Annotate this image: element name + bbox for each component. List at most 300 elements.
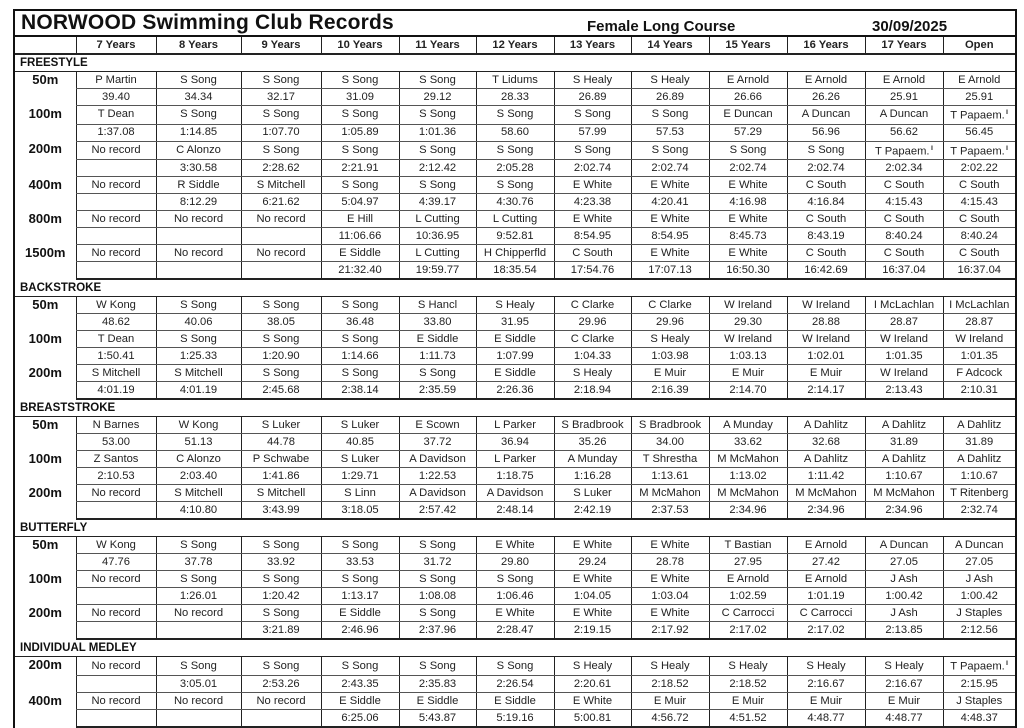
column-header: 10 Years — [321, 37, 399, 54]
holder-name: S Song — [262, 572, 300, 585]
record-time: 48.62 — [76, 314, 156, 331]
record-holder — [631, 106, 709, 125]
record-time: 1:03.04 — [631, 588, 709, 605]
holder-name: A Duncan — [879, 538, 929, 551]
record-time: 2:45.68 — [241, 382, 321, 400]
record-time — [76, 676, 156, 693]
holder-name: J Ash — [890, 606, 918, 619]
holder-name: E Muir — [731, 694, 765, 707]
record-time: 2:46.96 — [321, 622, 399, 640]
record-holder — [399, 141, 476, 160]
holder-name: S Song — [341, 572, 379, 585]
record-time: 53.00 — [76, 434, 156, 451]
record-holder — [156, 537, 241, 554]
record-time: 3:21.89 — [241, 622, 321, 640]
holder-name: S Healy — [806, 659, 846, 672]
event-time-row — [15, 588, 1015, 605]
record-holder — [76, 106, 156, 125]
record-time: 29.80 — [476, 554, 554, 571]
holder-name: E White — [650, 572, 690, 585]
record-holder — [399, 417, 476, 434]
record-holder — [321, 365, 399, 382]
record-holder — [321, 537, 399, 554]
record-time: 2:26.54 — [476, 676, 554, 693]
holder-name: A Davidson — [409, 452, 466, 465]
records-date: 30/09/2025 — [872, 18, 948, 35]
holder-name: S Linn — [344, 486, 376, 499]
holder-name: W Ireland — [955, 332, 1004, 345]
record-holder — [865, 605, 943, 622]
holder-name: M McMahon — [873, 486, 935, 499]
record-holder — [321, 485, 399, 502]
record-time: 29.12 — [399, 89, 476, 106]
holder-name: E Siddle — [339, 606, 381, 619]
record-holder — [476, 297, 554, 314]
event-holder-row — [15, 297, 1015, 314]
holder-name: S Song — [262, 144, 300, 157]
record-time — [76, 622, 156, 640]
record-time: 1:50.41 — [76, 348, 156, 365]
record-holder — [476, 106, 554, 125]
holder-name: S Song — [729, 144, 767, 157]
record-time: 1:03.13 — [709, 348, 787, 365]
record-holder — [865, 211, 943, 228]
holder-name: E Siddle — [494, 366, 536, 379]
holder-name: S Song — [496, 659, 534, 672]
record-holder — [709, 485, 787, 502]
record-holder — [76, 177, 156, 194]
record-time: 8:45.73 — [709, 228, 787, 245]
record-time: 27.05 — [943, 554, 1015, 571]
event-time-row — [15, 468, 1015, 485]
event-time-row — [15, 502, 1015, 520]
event-holder-row — [15, 245, 1015, 262]
holder-name: S Song — [419, 366, 456, 379]
column-header: 11 Years — [399, 37, 476, 54]
holder-name: J Staples — [956, 606, 1003, 619]
holder-name: E White — [650, 178, 690, 191]
record-holder — [631, 537, 709, 554]
record-time: 1:05.89 — [321, 124, 399, 141]
record-time: 27.42 — [787, 554, 865, 571]
record-time: 1:00.42 — [943, 588, 1015, 605]
record-time: 1:10.67 — [865, 468, 943, 485]
record-holder — [476, 245, 554, 262]
record-holder — [554, 365, 631, 382]
record-time: 1:04.33 — [554, 348, 631, 365]
event-time-row — [15, 314, 1015, 331]
holder-name: T Lidums — [492, 73, 538, 86]
record-time: 29.24 — [554, 554, 631, 571]
event-distance: 100m — [28, 570, 62, 586]
holder-name: S Song — [341, 538, 379, 551]
column-header: 14 Years — [631, 37, 709, 54]
record-time: 26.66 — [709, 89, 787, 106]
holder-name: L Cutting — [415, 246, 460, 259]
section-title: BREASTSTROKE — [15, 399, 1015, 417]
holder-name: No record — [91, 694, 141, 707]
record-holder — [709, 106, 787, 125]
record-holder — [865, 485, 943, 502]
record-holder — [399, 693, 476, 710]
holder-name: W Ireland — [802, 332, 850, 345]
event-holder-row — [15, 571, 1015, 588]
holder-name: S Song — [180, 538, 217, 551]
holder-name: S Song — [496, 144, 534, 157]
record-time: 18:35.54 — [476, 262, 554, 280]
record-time: 51.13 — [156, 434, 241, 451]
record-time: 11:06.66 — [321, 228, 399, 245]
holder-name: M McMahon — [639, 486, 701, 499]
record-holder — [554, 657, 631, 676]
holder-name: No record — [173, 606, 224, 619]
holder-name: F Adcock — [956, 366, 1003, 379]
record-holder — [241, 417, 321, 434]
record-holder — [631, 245, 709, 262]
record-holder — [476, 141, 554, 160]
record-time: 6:25.06 — [321, 710, 399, 728]
record-time: 1:03.98 — [631, 348, 709, 365]
record-time — [156, 710, 241, 728]
record-holder — [399, 211, 476, 228]
holder-name: E White — [650, 538, 690, 551]
record-holder — [399, 72, 476, 89]
record-holder — [554, 605, 631, 622]
record-time: 2:12.42 — [399, 160, 476, 177]
record-holder — [76, 605, 156, 622]
event-holder-row — [15, 211, 1015, 228]
holder-name: C South — [883, 212, 925, 225]
record-time: 3:05.01 — [156, 676, 241, 693]
holder-name: T Papaem. — [950, 145, 1005, 158]
record-time: 27.05 — [865, 554, 943, 571]
record-time: 4:51.52 — [709, 710, 787, 728]
record-time: 4:10.80 — [156, 502, 241, 520]
record-holder — [865, 106, 943, 125]
record-time: 1:25.33 — [156, 348, 241, 365]
record-time: 1:00.42 — [865, 588, 943, 605]
record-time: 2:28.62 — [241, 160, 321, 177]
record-holder — [554, 571, 631, 588]
record-time: 2:16.67 — [865, 676, 943, 693]
holder-name: E Muir — [809, 694, 843, 707]
record-time: 1:01.35 — [865, 348, 943, 365]
record-time: 36.94 — [476, 434, 554, 451]
holder-name: S Song — [341, 298, 379, 311]
record-time: 5:19.16 — [476, 710, 554, 728]
record-holder — [631, 297, 709, 314]
holder-name: C South — [883, 178, 925, 191]
record-holder — [399, 451, 476, 468]
record-holder — [241, 365, 321, 382]
record-holder — [321, 297, 399, 314]
holder-name: E White — [728, 212, 768, 225]
record-holder — [76, 365, 156, 382]
record-time: 1:13.61 — [631, 468, 709, 485]
event-holder-row — [15, 141, 1015, 160]
record-time — [156, 622, 241, 640]
holder-name: C South — [572, 246, 613, 259]
record-holder — [709, 72, 787, 89]
holder-name: S Song — [496, 572, 534, 585]
event-distance: 50m — [32, 417, 59, 433]
record-holder — [476, 211, 554, 228]
holder-name: S Song — [262, 538, 300, 551]
holder-name: A Duncan — [801, 108, 851, 121]
record-holder — [156, 331, 241, 348]
holder-name: S Hancl — [417, 298, 458, 311]
holder-name: No record — [256, 694, 306, 707]
record-time: 1:04.05 — [554, 588, 631, 605]
record-holder — [156, 106, 241, 125]
record-time: 1:13.17 — [321, 588, 399, 605]
record-time: 2:34.96 — [787, 502, 865, 520]
record-holder — [631, 451, 709, 468]
record-holder — [709, 417, 787, 434]
record-holder — [156, 693, 241, 710]
record-time: 2:13.85 — [865, 622, 943, 640]
record-time: 33.92 — [241, 554, 321, 571]
record-holder — [156, 605, 241, 622]
holder-name: S Song — [262, 73, 300, 86]
holder-name: S Bradbrook — [638, 418, 702, 431]
records-body — [15, 37, 1015, 727]
record-holder — [787, 571, 865, 588]
record-time: 26.89 — [631, 89, 709, 106]
record-time: 37.72 — [399, 434, 476, 451]
record-holder — [943, 485, 1015, 502]
holder-name: S Song — [180, 572, 217, 585]
record-holder — [399, 571, 476, 588]
record-time: 1:14.66 — [321, 348, 399, 365]
holder-name: E Muir — [653, 694, 687, 707]
record-time: 44.78 — [241, 434, 321, 451]
holder-name: No record — [256, 246, 306, 259]
record-holder — [787, 297, 865, 314]
record-holder — [631, 693, 709, 710]
holder-name: S Song — [574, 108, 611, 121]
record-holder — [399, 605, 476, 622]
holder-name: S Song — [496, 108, 534, 121]
event-distance: 50m — [32, 297, 59, 313]
record-holder — [943, 211, 1015, 228]
holder-name: No record — [256, 212, 306, 225]
holder-name: E Arnold — [804, 572, 848, 585]
record-holder — [787, 245, 865, 262]
record-time: 26.89 — [554, 89, 631, 106]
record-holder — [631, 417, 709, 434]
record-holder — [241, 245, 321, 262]
event-distance: 1500m — [25, 244, 66, 260]
holder-name: E Scown — [415, 418, 460, 431]
record-holder — [943, 331, 1015, 348]
record-holder — [554, 485, 631, 502]
section-header-row — [15, 279, 1015, 297]
holder-name: E White — [650, 606, 690, 619]
record-holder — [943, 417, 1015, 434]
record-time: 2:35.83 — [399, 676, 476, 693]
holder-name: E Siddle — [339, 246, 381, 259]
record-time: 29.96 — [554, 314, 631, 331]
holder-name: S Song — [180, 332, 217, 345]
section-header-row — [15, 639, 1015, 657]
event-distance: 200m — [28, 484, 62, 500]
holder-name: E Muir — [809, 366, 843, 379]
record-holder — [156, 211, 241, 228]
holder-name: E White — [728, 178, 768, 191]
record-holder — [787, 417, 865, 434]
event-time-row — [15, 160, 1015, 177]
holder-name: S Song — [419, 108, 456, 121]
record-time: 1:22.53 — [399, 468, 476, 485]
record-time: 2:03.40 — [156, 468, 241, 485]
record-holder — [631, 211, 709, 228]
record-time: 2:17.02 — [787, 622, 865, 640]
holder-name: S Mitchell — [174, 486, 223, 499]
holder-name: S Song — [419, 178, 456, 191]
record-holder — [156, 571, 241, 588]
record-time: 29.96 — [631, 314, 709, 331]
record-time: 4:15.43 — [865, 194, 943, 211]
record-time: 2:35.59 — [399, 382, 476, 400]
record-time: 2:18.94 — [554, 382, 631, 400]
record-time: 5:04.97 — [321, 194, 399, 211]
section-header-row — [15, 399, 1015, 417]
record-time: 2:20.61 — [554, 676, 631, 693]
record-holder — [554, 537, 631, 554]
record-holder — [631, 571, 709, 588]
column-header-row — [15, 37, 1015, 54]
record-holder — [321, 72, 399, 89]
holder-name: W Kong — [96, 538, 136, 551]
holder-name: S Song — [262, 659, 300, 672]
column-header: 16 Years — [787, 37, 865, 54]
record-holder — [399, 331, 476, 348]
record-time: 26.26 — [787, 89, 865, 106]
record-holder — [631, 141, 709, 160]
record-time: 2:37.96 — [399, 622, 476, 640]
record-holder — [156, 141, 241, 160]
record-time — [76, 228, 156, 245]
event-distance: 50m — [32, 537, 59, 553]
holder-name: S Song — [419, 144, 456, 157]
record-time: 57.53 — [631, 124, 709, 141]
record-time: 6:21.62 — [241, 194, 321, 211]
record-holder — [476, 365, 554, 382]
holder-name: S Song — [341, 73, 379, 86]
holder-name: Z Santos — [93, 452, 139, 465]
holder-name: C Carrocci — [721, 606, 775, 619]
record-time: 10:36.95 — [399, 228, 476, 245]
record-time: 5:00.81 — [554, 710, 631, 728]
holder-name: E Arnold — [804, 73, 848, 86]
holder-name: W Ireland — [802, 298, 850, 311]
event-holder-row — [15, 72, 1015, 89]
holder-name: R Siddle — [177, 178, 220, 191]
record-holder — [787, 537, 865, 554]
holder-name: C South — [959, 212, 1000, 225]
event-time-row — [15, 710, 1015, 728]
record-time: 4:15.43 — [943, 194, 1015, 211]
record-time: 1:06.46 — [476, 588, 554, 605]
record-time: 2:02.74 — [709, 160, 787, 177]
holder-name: S Song — [341, 366, 379, 379]
holder-name: E Arnold — [882, 73, 926, 86]
holder-name: W Ireland — [724, 332, 772, 345]
holder-name: P Schwabe — [252, 452, 310, 465]
record-time: 4:56.72 — [631, 710, 709, 728]
record-holder — [399, 106, 476, 125]
record-holder — [76, 331, 156, 348]
holder-name: E White — [572, 212, 613, 225]
corner-cell — [15, 37, 76, 54]
record-time: 28.33 — [476, 89, 554, 106]
record-holder — [476, 451, 554, 468]
record-time: 1:11.42 — [787, 468, 865, 485]
record-time: 32.68 — [787, 434, 865, 451]
record-time: 1:11.73 — [399, 348, 476, 365]
holder-name: S Song — [262, 606, 300, 619]
record-holder — [399, 365, 476, 382]
record-holder — [943, 571, 1015, 588]
holder-name: W Ireland — [724, 298, 772, 311]
record-holder — [943, 141, 1015, 160]
record-time: 4:48.77 — [865, 710, 943, 728]
record-holder — [76, 537, 156, 554]
record-holder — [241, 605, 321, 622]
records-table — [15, 37, 1015, 728]
record-holder — [631, 485, 709, 502]
holder-name: E Siddle — [416, 332, 459, 345]
record-holder — [865, 693, 943, 710]
column-header: 8 Years — [156, 37, 241, 54]
event-distance: 100m — [28, 105, 62, 121]
column-header: 9 Years — [241, 37, 321, 54]
holder-name: S Healy — [650, 332, 690, 345]
record-time: 1:02.59 — [709, 588, 787, 605]
record-time — [76, 502, 156, 520]
record-holder — [943, 297, 1015, 314]
holder-name: No record — [91, 212, 141, 225]
record-holder — [156, 72, 241, 89]
record-time: 38.05 — [241, 314, 321, 331]
record-time — [241, 262, 321, 280]
holder-name: A Dahlitz — [957, 418, 1002, 431]
course-subtitle: Female Long Course — [587, 18, 736, 35]
record-holder — [631, 331, 709, 348]
record-holder — [321, 571, 399, 588]
section-title: INDIVIDUAL MEDLEY — [15, 639, 1015, 657]
record-holder — [476, 537, 554, 554]
holder-name: C Alonzo — [176, 144, 221, 157]
record-time: 3:30.58 — [156, 160, 241, 177]
holder-name: S Healy — [650, 659, 690, 672]
record-time: 1:41.86 — [241, 468, 321, 485]
record-time: 16:37.04 — [943, 262, 1015, 280]
event-time-row — [15, 554, 1015, 571]
event-distance: 200m — [28, 364, 62, 380]
record-time: 56.96 — [787, 124, 865, 141]
record-time: 19:59.77 — [399, 262, 476, 280]
record-holder — [554, 417, 631, 434]
record-time: 36.48 — [321, 314, 399, 331]
record-time: 57.29 — [709, 124, 787, 141]
holder-name: T Bastian — [724, 538, 772, 551]
event-distance: 50m — [32, 72, 59, 87]
record-time: 40.06 — [156, 314, 241, 331]
record-holder — [399, 485, 476, 502]
record-time: 8:54.95 — [554, 228, 631, 245]
